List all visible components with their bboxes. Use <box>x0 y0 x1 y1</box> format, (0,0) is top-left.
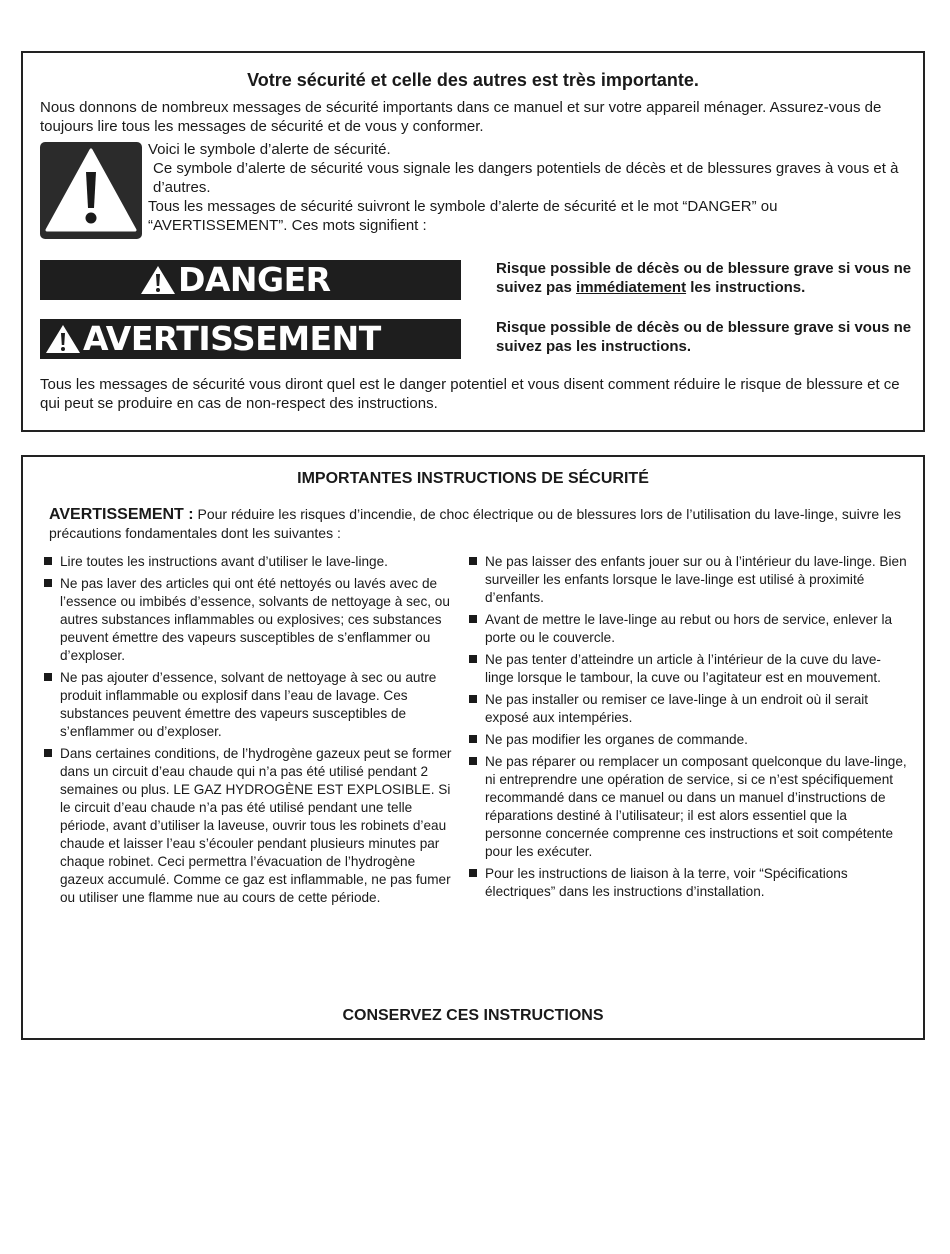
list-item: Ne pas laver des articles qui ont été nettoyés ou lavés avec de l’essence ou imbibés d’essence, solvants de nettoyage à sec, ou autres substances inflammables ou explosives; ces substances peuvent émettre des vapeurs susceptibles de s’enflammer ou d’exploser. <box>42 575 452 665</box>
list-item: Ne pas modifier les organes de commande. <box>467 731 907 749</box>
alert-line-1: Voici le symbole d’alerte de sécurité. <box>148 141 391 158</box>
warning-text: Pour réduire les risques d’incendie, de choc électrique ou de blessures lors de l’utilisation du lave-linge, suivre les précautions fondamentales dont les suivantes : <box>49 506 901 541</box>
danger-description <box>496 259 916 297</box>
list-item: Ne pas réparer ou remplacer un composant quelconque du lave-linge, ni entreprendre une opération de service, si ce n’est spécifiquement recommandé dans ce manuel ou dans un manuel d’instructions de réparations destiné à l’utilisateur; il est alors essentiel que la personne concernée comprenne ces instructions et soit compétente pour les exécuter. <box>467 753 907 861</box>
alert-line-2: Ce symbole d’alerte de sécurité vous signale les dangers potentiels de décès et de blessures graves à vous et à d’autres. <box>153 160 899 196</box>
list-item: Ne pas ajouter d’essence, solvant de nettoyage à sec ou autre produit inflammable ou explosif dans l’eau de lavage. Ces substances peuvent émettre des vapeurs susceptibles de s’enflammer ou d’exploser. <box>42 669 452 741</box>
danger-label: DANGER <box>178 260 331 299</box>
alert-line-3: Tous les messages de sécurité suivront le symbole d’alerte de sécurité et le mot “DANGER” ou “AVERTISSEMENT”. Ces mots signifient : <box>148 198 778 234</box>
safety-closing: Tous les messages de sécurité vous diront quel est le danger potentiel et vous disent comment réduire le risque de blessure et ce qui peut se produire en cas de non-respect des instructions. <box>40 376 900 412</box>
list-item: Avant de mettre le lave-linge au rebut ou hors de service, enlever la porte ou le couvercle. <box>467 611 907 647</box>
instructions-title: IMPORTANTES INSTRUCTIONS DE SÉCURITÉ <box>297 470 649 487</box>
list-item: Ne pas tenter d’atteindre un article à l’intérieur de la cuve du lave-linge lorsque le tambour, la cuve ou l’agitateur est en mouvement. <box>467 651 907 687</box>
warning-description: Risque possible de décès ou de blessure grave si vous ne suivez pas les instructions. <box>496 319 912 355</box>
instructions-warning <box>49 505 909 542</box>
alert-explanation <box>148 140 918 235</box>
list-item: Lire toutes les instructions avant d’utiliser le lave-linge. <box>42 553 452 571</box>
warning-alert-icon <box>45 324 81 354</box>
instructions-box <box>21 455 925 1040</box>
instructions-left-column <box>42 553 452 911</box>
danger-desc-emphasis: immédiatement <box>576 279 687 296</box>
list-item: Ne pas laisser des enfants jouer sur ou à l’intérieur du lave-linge. Bien surveiller les enfants lorsque le lave-linge est utilisé à proximité d’enfants. <box>467 553 907 607</box>
list-item: Dans certaines conditions, de l’hydrogène gazeux peut se former dans un circuit d’eau chaude qui n’a pas été utilisé pendant 2 semaines ou plus. LE GAZ HYDROGÈNE EST EXPLOSIBLE. Si le circuit d’eau chaude n’a pas été utilisé pendant une telle période, avant d’utiliser la laveuse, ouvrir tous les robinets d’eau chaude et laisser l’eau s’écouler pendant plusieurs minutes par chaque robinet. Ceci permettra l’évacuation de l’hydrogène gazeux accumulé. Comme ce gaz est inflammable, ne pas fumer ou utiliser une flamme nue au cours de cette période. <box>42 745 452 907</box>
danger-banner <box>40 260 461 300</box>
list-item: Pour les instructions de liaison à la terre, voir “Spécifications électriques” dans les instructions d’installation. <box>467 865 907 901</box>
warning-lead: AVERTISSEMENT : <box>49 506 194 523</box>
danger-alert-icon <box>140 265 176 295</box>
instructions-right-column <box>467 553 907 905</box>
safety-intro: Nous donnons de nombreux messages de sécurité importants dans ce manuel et sur votre appareil ménager. Assurez-vous de toujours lire tous les messages de sécurité et de vous y conformer. <box>40 99 882 135</box>
warning-triangle-icon <box>40 142 142 239</box>
safety-message-box <box>21 51 925 432</box>
safety-title: Votre sécurité et celle des autres est très importante. <box>247 70 699 90</box>
list-item: Ne pas installer ou remiser ce lave-linge à un endroit où il serait exposé aux intempéries. <box>467 691 907 727</box>
warning-banner <box>40 319 461 359</box>
warning-label: AVERTISSEMENT <box>83 319 381 358</box>
conserve-instructions: CONSERVEZ CES INSTRUCTIONS <box>342 1007 604 1024</box>
danger-desc-pre: Risque possible de décès ou de blessure grave si vous ne suivez pas <box>496 260 912 296</box>
danger-desc-post: les instructions. <box>686 279 806 296</box>
